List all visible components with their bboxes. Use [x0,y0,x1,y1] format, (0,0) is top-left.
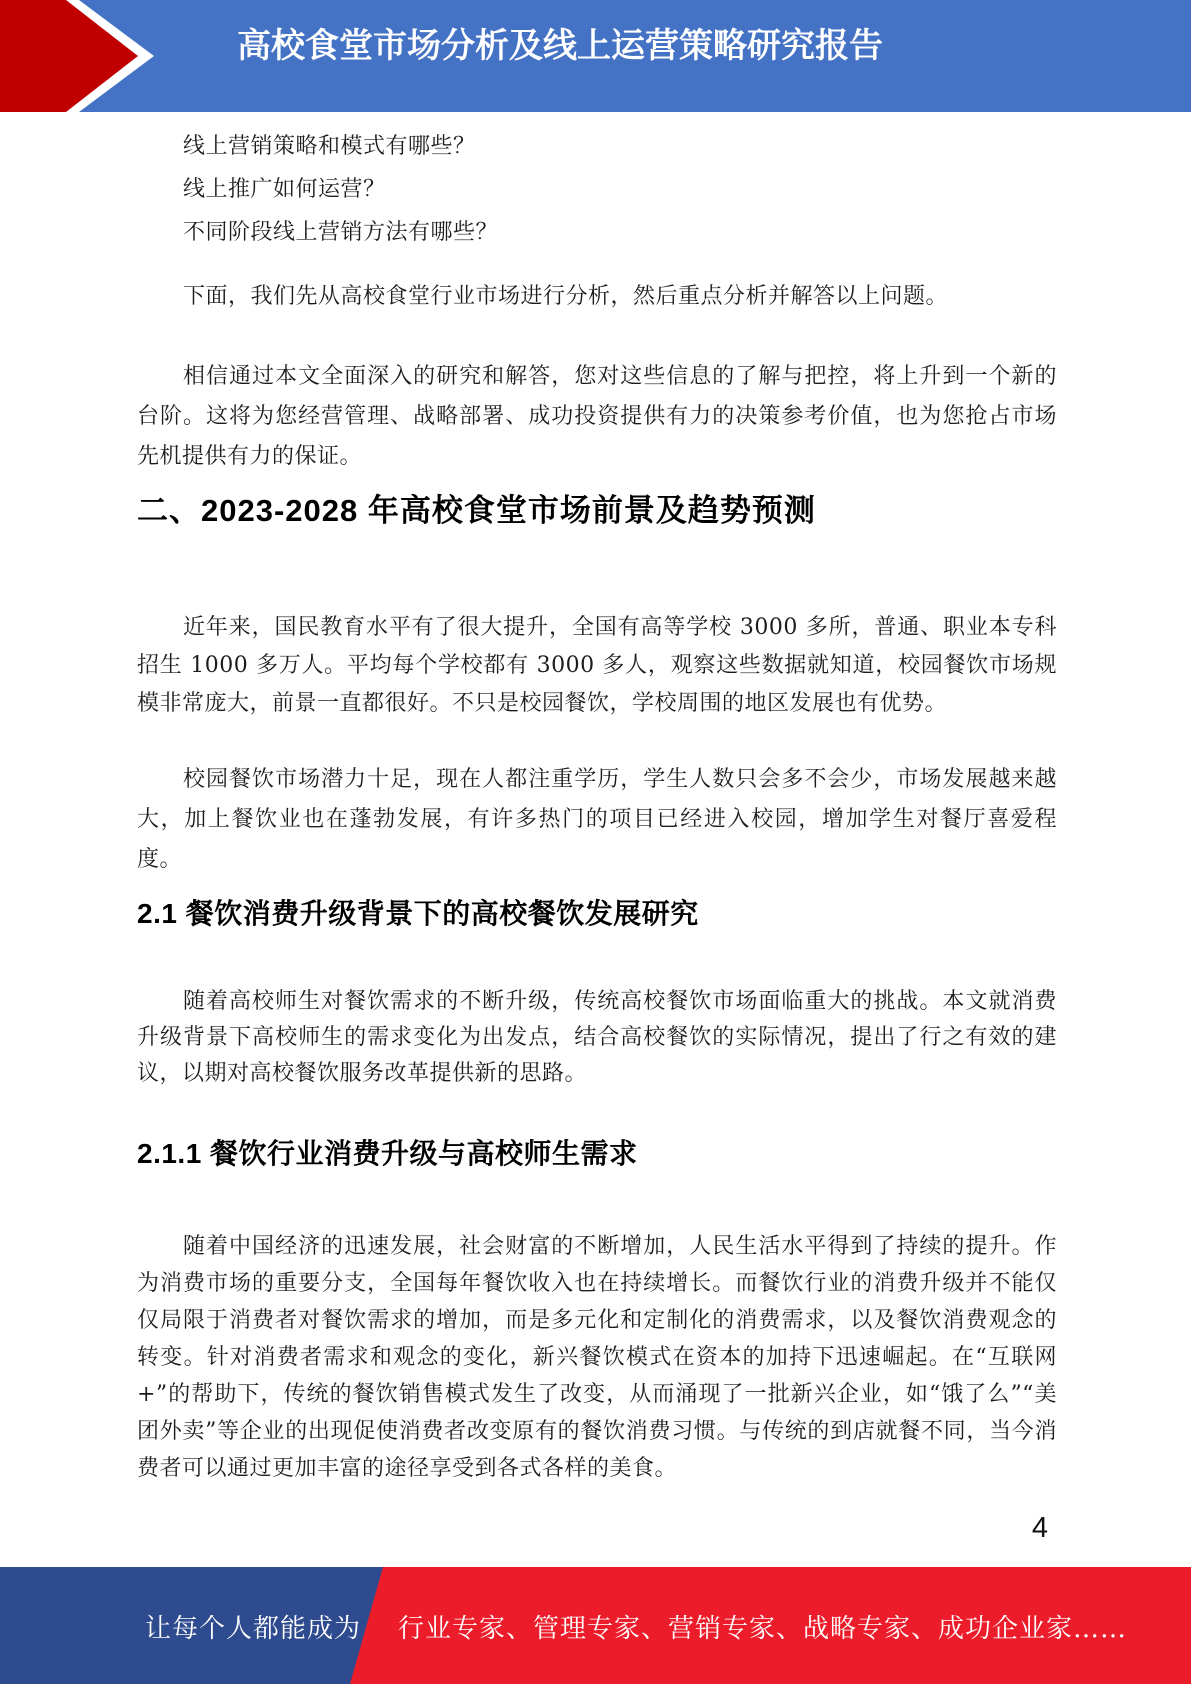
paragraph-believe: 相信通过本文全面深入的研究和解答，您对这些信息的了解与把控，将上升到一个新的台阶。这将为您经营管理、战略部署、成功投资提供有力的决策参考价值，也为您抢占市场先机提供有力的保证。 [137,364,1057,469]
paragraph-intro: 下面，我们先从高校食堂行业市场进行分析，然后重点分析并解答以上问题。 [183,284,949,309]
subsection-heading-2-1: 2.1 餐饮消费升级背景下的高校餐饮发展研究 [137,898,699,929]
paragraph-economy-development: 随着中国经济的迅速发展，社会财富的不断增加，人民生活水平得到了持续的提升。作为消费市场的重要分支，全国每年餐饮收入也在持续增长。而餐饮行业的消费升级并不能仅仅局限于消费者对餐饮需求的增加，而是多元化和定制化的消费需求，以及餐饮消费观念的转变。针对消费者需求和观念的变化，新兴餐饮模式在资本的加持下迅速崛起。在“互联网+”的帮助下，传统的餐饮销售模式发生了改变，从而涌现了一批新兴企业，如“饿了么”“美团外卖”等企业的出现促使消费者改变原有的餐饮消费习惯。与传统的到店就餐不同，当今消费者可以通过更加丰富的途径享受到各式各样的美食。 [137,1234,1057,1481]
section-heading: 二、2023-2028 年高校食堂市场前景及趋势预测 [137,493,816,528]
page-footer-banner [0,1567,1191,1684]
subsection-heading-2-1-1: 2.1.1 餐饮行业消费升级与高校师生需求 [137,1138,638,1169]
paragraph-consumption-upgrade: 随着高校师生对餐饮需求的不断升级，传统高校餐饮市场面临重大的挑战。本文就消费升级背景下高校师生的需求变化为出发点，结合高校餐饮的实际情况，提出了行之有效的建议，以期对高校餐饮服务改革提供新的思路。 [137,989,1057,1086]
question-line-3: 不同阶段线上营销方法有哪些？ [183,220,499,245]
page-header-banner [0,0,1191,112]
paragraph-campus-market: 校园餐饮市场潜力十足，现在人都注重学历，学生人数只会多不会少，市场发展越来越大，加上餐饮业也在蓬勃发展，有许多热门的项目已经进入校园，增加学生对餐厅喜爱程度。 [137,767,1057,872]
question-line-1: 线上营销策略和模式有哪些？ [183,134,476,159]
footer-slogan: 让每个人都能成为 [145,1614,362,1644]
page-number: 4 [1031,1512,1049,1544]
footer-experts-list: 行业专家、管理专家、营销专家、战略专家、成功企业家…… [398,1614,1128,1644]
paragraph-recent-years: 近年来，国民教育水平有了很大提升，全国有高等学校 3000 多所，普通、职业本专科招生 1000 多万人。平均每个学校都有 3000 多人，观察这些数据就知道，校园餐饮市场规模非常庞大，前景一直都很好。不只是校园餐饮，学校周围的地区发展也有优势。 [137,615,1057,716]
question-line-2: 线上推广如何运营？ [183,177,386,202]
report-title: 高校食堂市场分析及线上运营策略研究报告 [237,27,883,65]
